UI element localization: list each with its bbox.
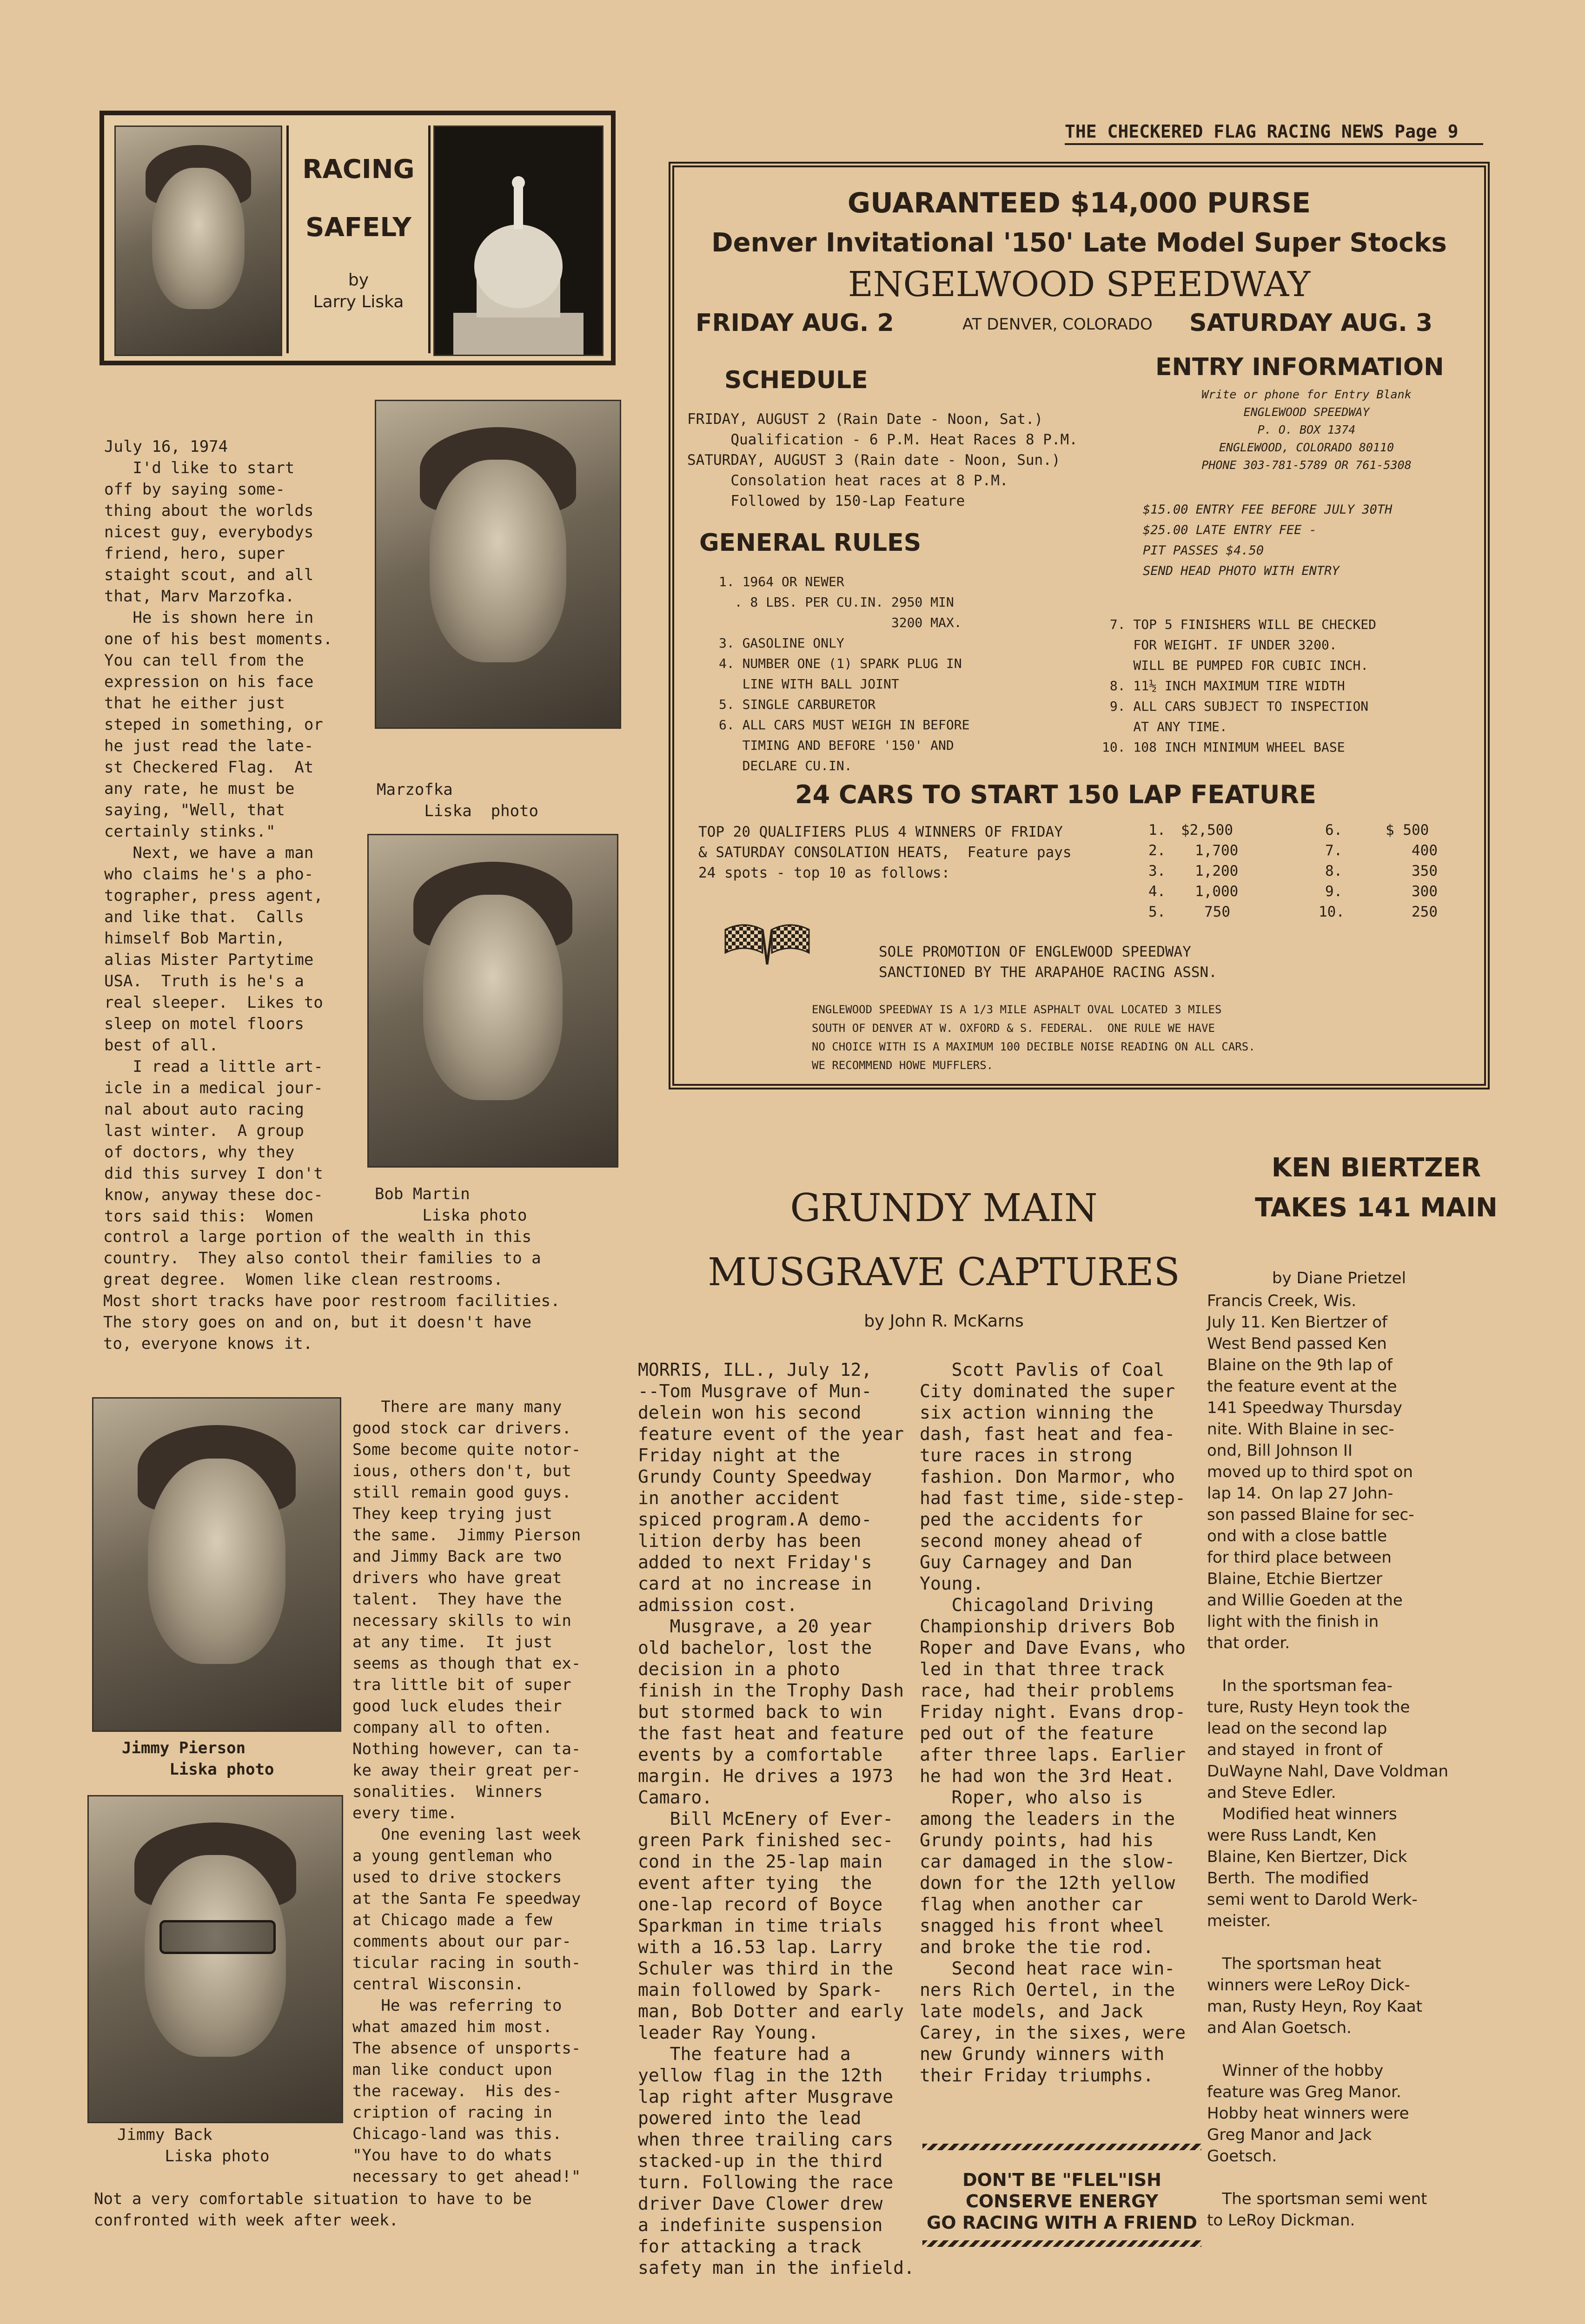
grundy-byline: by John R. McKarns	[864, 1312, 1024, 1331]
payout-amount-5: 750	[1204, 904, 1230, 920]
author-photo	[114, 125, 282, 356]
photo-marzofka	[375, 400, 621, 729]
sunglasses-icon	[159, 1920, 275, 1954]
column-by: by	[348, 271, 369, 290]
payout-place-5: 5.	[1148, 904, 1166, 920]
payout-place-7: 7.	[1325, 842, 1343, 859]
checkered-flags-icon	[721, 916, 814, 967]
payout-place-9: 9.	[1325, 883, 1343, 900]
ad-schedule-text: FRIDAY, AUGUST 2 (Rain Date - Noon, Sat.) Qualification - 6 P.M. Heat Races 8 P.M. SATURDAY, AUGUST 3 (Rain date - Noon, Sun.) Consolation heat races at 8 P.M. Followed by 150-Lap Feature	[687, 411, 1078, 509]
caption-jimmy-back: Jimmy Back Liska photo	[117, 2126, 270, 2166]
slogan-border-top	[922, 2144, 1201, 2150]
column-author: Larry Liska	[313, 292, 404, 311]
photo-bob-martin	[367, 834, 618, 1168]
ad-promotion: SOLE PROMOTION OF ENGLEWOOD SPEEDWAY SANCTIONED BY THE ARAPAHOE RACING ASSN.	[879, 944, 1217, 981]
grundy-column-2: Scott Pavlis of Coal City dominated the super six action winning the dash, fast heat and fea- ture races in strong fashion. Don Marmor, who had fast time, side-step- ped the accidents for second money ahead of Guy Carnagey and Dan Young. Chicagoland Driving Championship drivers Bob Roper and Dave Evans, who led in that three track race, had their problems Friday night. Evans drop- ped out of the feature after three laps. Earlier he had won the 3rd Heat. Roper, who also is among the leaders in the Grundy points, had his car damaged in the slow- down for the 12th yellow flag when another car snagged his front wheel and broke the tie rod. Second heat race win- ners Rich Oertel, in the late models, and Jack Carey, in the sixes, were new Grundy winners with their Friday triumphs.	[920, 1360, 1186, 2086]
energy-slogan-2: CONSERVE ENERGY	[965, 2191, 1159, 2212]
column-title-panel	[286, 125, 431, 353]
payout-place-1: 1.	[1148, 822, 1166, 838]
photo-jimmy-back	[87, 1795, 343, 2123]
ad-rules-left: 1. 1964 OR NEWER . 8 LBS. PER CU.IN. 2950 MIN 3200 MAX. 3. GASOLINE ONLY 4. NUMBER ONE (1) SPARK PLUG IN LINE WITH BALL JOINT 5. SINGLE CARBURETOR 6. ALL CARS MUST WEIGH IN BEFORE TIMING AND BEFORE '150' AND DECLARE CU.IN.	[719, 574, 970, 773]
capitol-photo	[433, 125, 603, 356]
payout-amount-2: 1,700	[1195, 842, 1239, 859]
grundy-headline-1: GRUNDY MAIN	[790, 1186, 1098, 1230]
energy-slogan-1: DON'T BE "FLEL"ISH	[962, 2170, 1161, 2190]
column-text-top: July 16, 1974 I'd like to start off by saying some- thing about the worlds nicest guy, everybodys friend, hero, super staight scout, and all that, Marv Marzofka. He is shown here in one of his best moments. You can tell from the expression on his face that he either just steped in something, or he just read the late- st Checkered Flag. At any rate, he must be saying, "Well, that certainly stinks." Next, we have a man who claims he's a pho- tographer, press agent, and like that. Calls himself Bob Martin, alias Mister Partytime USA. Truth is he's a real sleeper. Likes to sleep on motel floors best of all. I read a little art- icle in a medical jour- nal about auto racing last winter. A group of doctors, why they did this survey I don't know, anyway these doc- tors said this: Women	[104, 437, 333, 1226]
photo-jimmy-pierson	[92, 1397, 341, 1732]
ad-rules-right: 7. TOP 5 FINISHERS WILL BE CHECKED FOR WEIGHT. IF UNDER 3200. WILL BE PUMPED FOR CUBIC INCH. 8. 11½ INCH MAXIMUM TIRE WIDTH 9. ALL CARS SUBJECT TO INSPECTION AT ANY TIME. 10. 108 INCH MINIMUM WHEEL BASE	[1102, 617, 1377, 755]
column-text-end: Not a very comfortable situation to have to be confronted with week after week.	[94, 2190, 532, 2230]
slogan-border-bottom	[922, 2240, 1201, 2247]
payout-place-4: 4.	[1148, 883, 1166, 900]
ad-fees-text: $15.00 ENTRY FEE BEFORE JULY 30TH $25.00 LATE ENTRY FEE - PIT PASSES $4.50 SEND HEAD PHOTO WITH ENTRY	[1143, 502, 1393, 578]
capitol-dome-icon	[435, 127, 602, 355]
column-title-line2: SAFELY	[305, 212, 411, 243]
payout-amount-8: 350	[1412, 863, 1438, 879]
column-header-box	[99, 111, 616, 365]
caption-jimmy-pierson: Jimmy Pierson Liska photo	[122, 1739, 274, 1779]
ad-schedule-title: SCHEDULE	[724, 366, 868, 394]
payout-amount-6: $ 500	[1386, 822, 1429, 838]
ad-speedway-name: ENGELWOOD SPEEDWAY	[848, 264, 1311, 304]
payout-place-6: 6.	[1325, 822, 1343, 838]
column-text-bottom: There are many many good stock car drivers. Some become quite notor- ious, others don't, but still remain good guys. They keep trying just the same. Jimmy Pierson and Jimmy Back are two drivers who have great talent. They have the necessary skills to win at any time. It just seems as though that ex- tra little bit of super good luck eludes their company all to often. Nothing however, can ta- ke away their great per- sonalities. Winners every time. One evening last week a young gentleman who used to drive stockers at the Santa Fe speedway at Chicago made a few comments about our par- ticular racing in south- central Wisconsin. He was referring to what amazed him most. The absence of unsports- man like conduct upon the raceway. His des- cription of racing in Chicago-land was this. "You have to do whats necessary to get ahead!"	[352, 1398, 581, 2186]
payout-place-8: 8.	[1325, 863, 1343, 879]
ad-date-friday: FRIDAY AUG. 2	[696, 309, 894, 337]
ad-entry-text: Write or phone for Entry Blank ENGLEWOOD SPEEDWAY P. O. BOX 1374 ENGLEWOOD, COLORADO 80110 PHONE 303-781-5789 OR 761-5308	[1201, 388, 1412, 472]
payout-amount-3: 1,200	[1195, 863, 1239, 879]
payout-amount-4: 1,000	[1195, 883, 1239, 900]
running-head: THE CHECKERED FLAG RACING NEWS Page 9	[1065, 120, 1483, 145]
caption-marzofka: Marzofka Liska photo	[377, 780, 538, 820]
column-text-wide: control a large portion of the wealth in this country. They also contol their families to a great degree. Women like clean restrooms. Most short tracks have poor restroom facilities. The story goes on and on, but it doesn't have to, everyone knows it.	[103, 1228, 560, 1353]
ad-feature-title: 24 CARS TO START 150 LAP FEATURE	[795, 780, 1316, 809]
biertzer-headline-1: KEN BIERTZER	[1271, 1153, 1481, 1183]
payout-amount-9: 300	[1412, 883, 1438, 900]
payout-amount-10: 250	[1412, 904, 1438, 920]
grundy-column-1: MORRIS, ILL., July 12, --Tom Musgrave of Mun- delein won his second feature event of the year Friday night at the Grundy County Speedway in another accident spiced program.A demo- lition derby has been added to next Friday's card at no increase in admission cost. Musgrave, a 20 year old bachelor, lost the decision in a photo finish in the Trophy Dash but stormed back to win the fast heat and feature events by a comfortable margin. He drives a 1973 Camaro. Bill McEnery of Ever- green Park finished sec- cond in the 25-lap main event after tying the one-lap record of Boyce Sparkman in time trials with a 16.53 lap. Larry Schuler was third in the main followed by Spark- man, Bob Dotter and early leader Ray Young. The feature had a yellow flag in the 12th lap right after Musgrave powered into the lead when three trailing cars stacked-up in the third turn. Following the race driver Dave Clower drew a indefinite suspension for attacking a track safety man in the infield.	[638, 1360, 915, 2278]
payout-amount-7: 400	[1412, 842, 1438, 859]
payout-place-2: 2.	[1148, 842, 1166, 859]
caption-bob-martin: Bob Martin Liska photo	[375, 1185, 527, 1225]
ad-purse-line: GUARANTEED $14,000 PURSE	[847, 187, 1311, 219]
column-title-line1: RACING	[302, 154, 415, 185]
ad-footer: ENGLEWOOD SPEEDWAY IS A 1/3 MILE ASPHALT OVAL LOCATED 3 MILES SOUTH OF DENVER AT W. OXFORD & S. FEDERAL. ONE RULE WE HAVE NO CHOICE WITH IS A MAXIMUM 100 DECIBLE NOISE READING ON ALL CARS. WE RECOMMEND HOWE MUFFLERS.	[812, 1003, 1255, 1072]
payout-place-10: 10.	[1319, 904, 1345, 920]
ad-invitational-line: Denver Invitational '150' Late Model Super Stocks	[711, 228, 1447, 258]
biertzer-text: Francis Creek, Wis. July 11. Ken Biertzer of West Bend passed Ken Blaine on the 9th lap of the feature event at the 141 Speedway Thursday nite. With Blaine in sec- ond, Bill Johnson II moved up to third spot on lap 14. On lap 27 John- son passed Blaine for sec- ond with a close battle for third place between Blaine, Etchie Biertzer and Willie Goeden at the light with the finish in that order. In the sportsman fea- ture, Rusty Heyn took the lead on the second lap and stayed in front of DuWayne Nahl, Dave Voldman and Steve Edler. Modified heat winners were Russ Landt, Ken Blaine, Ken Biertzer, Dick Berth. The modified semi went to Darold Werk- meister. The sportsman heat winners were LeRoy Dick- man, Rusty Heyn, Roy Kaat and Alan Goetsch. Winner of the hobby feature was Greg Manor. Hobby heat winners were Greg Manor and Jack Goetsch. The sportsman semi went to LeRoy Dickman.	[1207, 1292, 1449, 2230]
payout-amount-1: $2,500	[1181, 822, 1233, 838]
ad-entry-title: ENTRY INFORMATION	[1155, 353, 1444, 381]
biertzer-byline: by Diane Prietzel	[1272, 1269, 1406, 1287]
grundy-headline-2: MUSGRAVE CAPTURES	[708, 1250, 1180, 1294]
payout-place-3: 3.	[1148, 863, 1166, 879]
ad-location: AT DENVER, COLORADO	[962, 315, 1153, 334]
ad-rules-title: GENERAL RULES	[699, 529, 922, 557]
ad-feature-text: TOP 20 QUALIFIERS PLUS 4 WINNERS OF FRIDAY & SATURDAY CONSOLATION HEATS, Feature pays 24 spots - top 10 as follows:	[698, 824, 1072, 881]
speedway-ad	[669, 162, 1490, 1089]
ad-date-saturday: SATURDAY AUG. 3	[1189, 309, 1433, 337]
biertzer-headline-2: TAKES 141 MAIN	[1255, 1193, 1498, 1223]
energy-slogan-3: GO RACING WITH A FRIEND	[927, 2212, 1197, 2233]
